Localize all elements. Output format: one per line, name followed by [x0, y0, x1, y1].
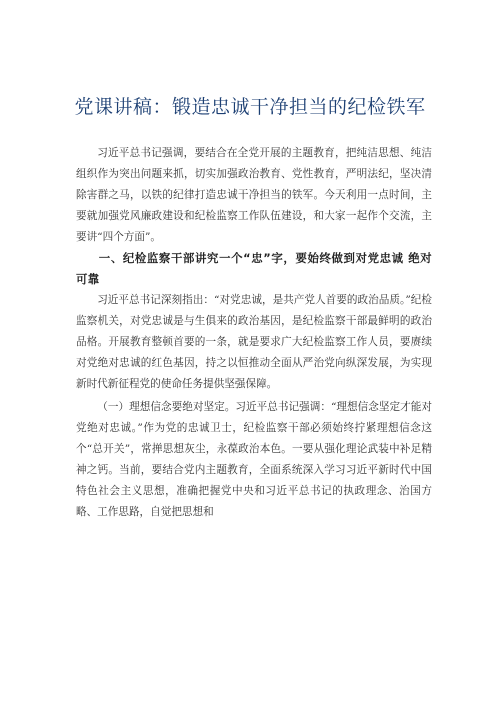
- document-title: 党课讲稿：锻造忠诚干净担当的纪检铁军: [74, 96, 426, 118]
- section-1-paragraph-1: 习近平总书记深刻指出：“对党忠诚，是共产党人首要的政治品质。”纪检监察机关，对党忠诚是与生俱来的政治基因，是纪检监察干部最鲜明的政治品格。开展教育整顿首要的一条，就是要求广大纪检监察工作人员，要赓续对党绝对忠诚的红色基因，持之以恒推动全面从严治党向纵深发展，为实现新时代新征程党的使命任务提供坚强保障。: [76, 294, 432, 390]
- section-heading-1: 一、纪检监察干部讲究一个“忠”字，要始终做到对党忠诚 绝对可靠: [76, 251, 432, 286]
- document-body: [76, 143, 432, 523]
- section-1-paragraph-2: （一）理想信念要绝对坚定。习近平总书记强调：“理想信念坚定才能对党绝对忠诚。”作为党的忠诚卫士，纪检监察干部必须始终拧紧理想信念这个“总开关”，常掸思想灰尘，永葆政治本色。一要从强化理论武装中补足精神之钙。当前，要结合党内主题教育，全面系统深入学习习近平新时代中国特色社会主义思想，准确把握党中央和习近平总书记的执政理念、治国方略、工作思路，自觉把思想和: [76, 401, 432, 518]
- intro-paragraph: 习近平总书记强调，要结合在全党开展的主题教育，把纯洁思想、纯洁组织作为突出问题来抓，切实加强政治教育、党性教育，严明法纪，坚决清除害群之马，以铁的纪律打造忠诚干净担当的铁军。今天利用一点时间，主要就加强党风廉政建设和纪检监察工作队伍建设，和大家一起作个交流，主要讲“四个方面”。: [76, 147, 432, 243]
